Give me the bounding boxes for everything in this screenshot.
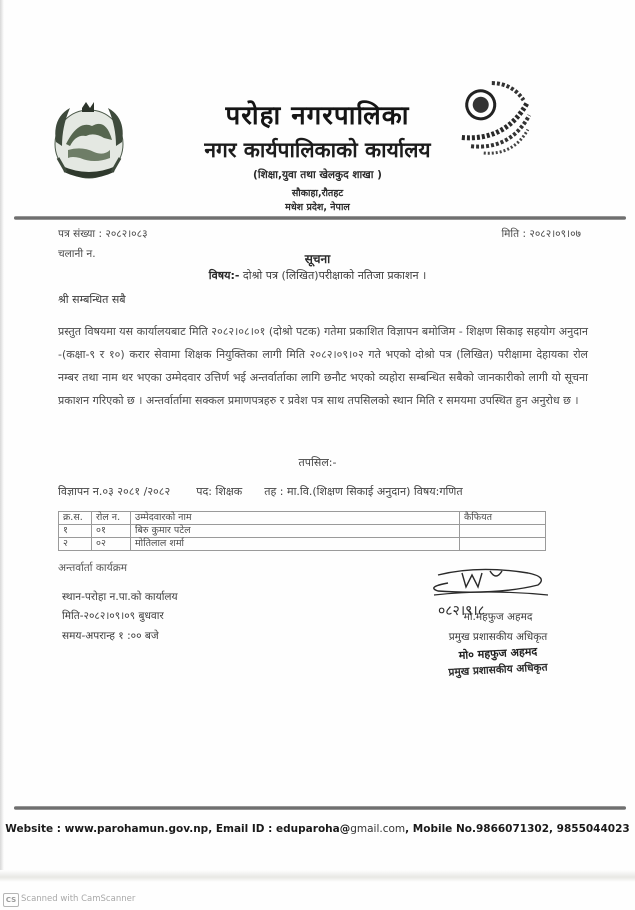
office-location: सौकाहा,रौतहट xyxy=(291,188,344,199)
reference-number: पत्र संख्या : २०८२।०८३ xyxy=(58,228,148,240)
website-label: Website : xyxy=(5,823,65,835)
table-row xyxy=(59,538,546,551)
column-header-candidate-name: उम्मेदवारको नाम xyxy=(131,512,460,525)
details-heading: तपसिल:- xyxy=(298,456,337,469)
branch-name: (शिक्षा,युवा तथा खेलकुद शाखा ) xyxy=(253,169,382,181)
cell-serial: २ xyxy=(59,538,92,551)
camscanner-logo-icon: CS xyxy=(3,893,19,907)
table-row xyxy=(59,525,546,538)
signatory-block xyxy=(408,610,588,677)
salutation: श्री सम्बन्धित सबै xyxy=(58,293,126,306)
cell-candidate-name: मोतिलाल शर्मा xyxy=(131,538,460,551)
cell-serial: १ xyxy=(59,525,92,538)
municipality-name: परोहा नगरपालिका xyxy=(225,101,410,131)
camscanner-watermark: Scanned with CamScanner xyxy=(21,894,136,904)
cell-roll: ०१ xyxy=(92,525,131,538)
column-header-serial: क्र.स. xyxy=(59,512,92,525)
email-user: eduparoha@ xyxy=(276,823,351,835)
email-domain: gmail.com xyxy=(350,823,406,835)
cell-candidate-name: बिरु कुमार पटेल xyxy=(131,525,460,538)
table-header-row xyxy=(59,512,546,525)
subject-text: दोश्रो पत्र (लिखित)परीक्षाको नतिजा प्रकाशन । xyxy=(242,269,427,282)
interview-date: मिति-२०८२।०९।०९ बुधवार xyxy=(62,610,164,622)
column-header-remarks: कैफियत xyxy=(460,512,546,525)
page-bottom-edge xyxy=(0,870,635,882)
subject-label: विषय:- xyxy=(208,269,240,282)
office-name: नगर कार्यपालिकाको कार्यालय xyxy=(204,137,431,162)
advertisement-line xyxy=(58,484,558,499)
interview-time: समय-अपरान्ह १ :०० बजे xyxy=(62,630,159,642)
letter-date: मिति : २०८२।०९।०७ xyxy=(501,228,581,240)
cell-remarks xyxy=(460,538,546,551)
cell-roll: ०२ xyxy=(92,538,131,551)
cell-remarks xyxy=(460,525,546,538)
subject-line xyxy=(0,268,635,283)
results-table xyxy=(58,511,546,551)
officer-designation: प्रमुख प्रशासकीय अधिकृत xyxy=(448,631,548,643)
notice-title: सूचना xyxy=(304,252,331,266)
footer-divider xyxy=(14,806,626,810)
post-name: पद: शिक्षक xyxy=(196,485,243,498)
interview-schedule-title: अन्तर्वार्ता कार्यक्रम xyxy=(58,562,128,574)
contact-footer xyxy=(0,823,635,835)
website-link[interactable]: www.parohamun.gov.np xyxy=(64,823,209,835)
page-edge-shadow xyxy=(0,0,4,880)
mobile-label: , Mobile No. xyxy=(405,823,476,835)
stamp-officer-designation: प्रमुख प्रशासकीय अधिकृत xyxy=(448,661,548,679)
dispatch-number: चलानी न. xyxy=(58,248,96,260)
notice-body: प्रस्तुत विषयमा यस कार्यालयबाट मिति २०८२।०८।०१ (दोश्रो पटक) गतेमा प्रकाशित विज्ञापन बमोजिम - शिक्षण सिकाइ सहयोग अनुदान -(कक्षा-९ र १०) करार सेवामा शिक्षक नियुक्तिका लागी मिति २०८२।०९।०२ गते भएको दोश्रो पत्र (लिखित) परीक्षामा देहायका रोल नम्बर तथा नाम थर भएका उम्मेदवार उत्तिर्ण भई अन्तर्वार्ताका लागि छनौट भएको व्यहोरा सम्बन्धित सबैको जानकारीको लागी यो सूचना प्रकाशन गरिएको छ । अन्तर्वार्तामा सक्कल प्रमाणपत्रहरु र प्रवेश पत्र साथ तपसिलको स्थान मिति र समयमा उपस्थित हुन अनुरोध छ । xyxy=(58,325,588,407)
level-subject: तह : मा.वि.(शिक्षण सिकाई अनुदान) विषय:गणित xyxy=(264,485,463,498)
interview-place: स्थान-परोहा न.पा.को कार्यालय xyxy=(62,591,178,603)
column-header-roll: रोल न. xyxy=(92,512,131,525)
email-label: , Email ID : xyxy=(208,823,277,835)
email-link[interactable] xyxy=(276,823,405,835)
officer-name: मो.महफुज अहमद xyxy=(463,611,533,623)
province-country: मधेश प्रदेश, नेपाल xyxy=(285,202,350,213)
header-divider xyxy=(14,216,626,220)
advertisement-number: विज्ञापन न.०३ २०८१ /२०८२ xyxy=(58,485,171,498)
stamp-officer-name: मो० महफुज अहमद xyxy=(458,644,538,663)
signature-date: ०८२।९।८ xyxy=(438,603,486,619)
mobile-numbers: 9866071302, 9855044023 xyxy=(475,823,630,835)
